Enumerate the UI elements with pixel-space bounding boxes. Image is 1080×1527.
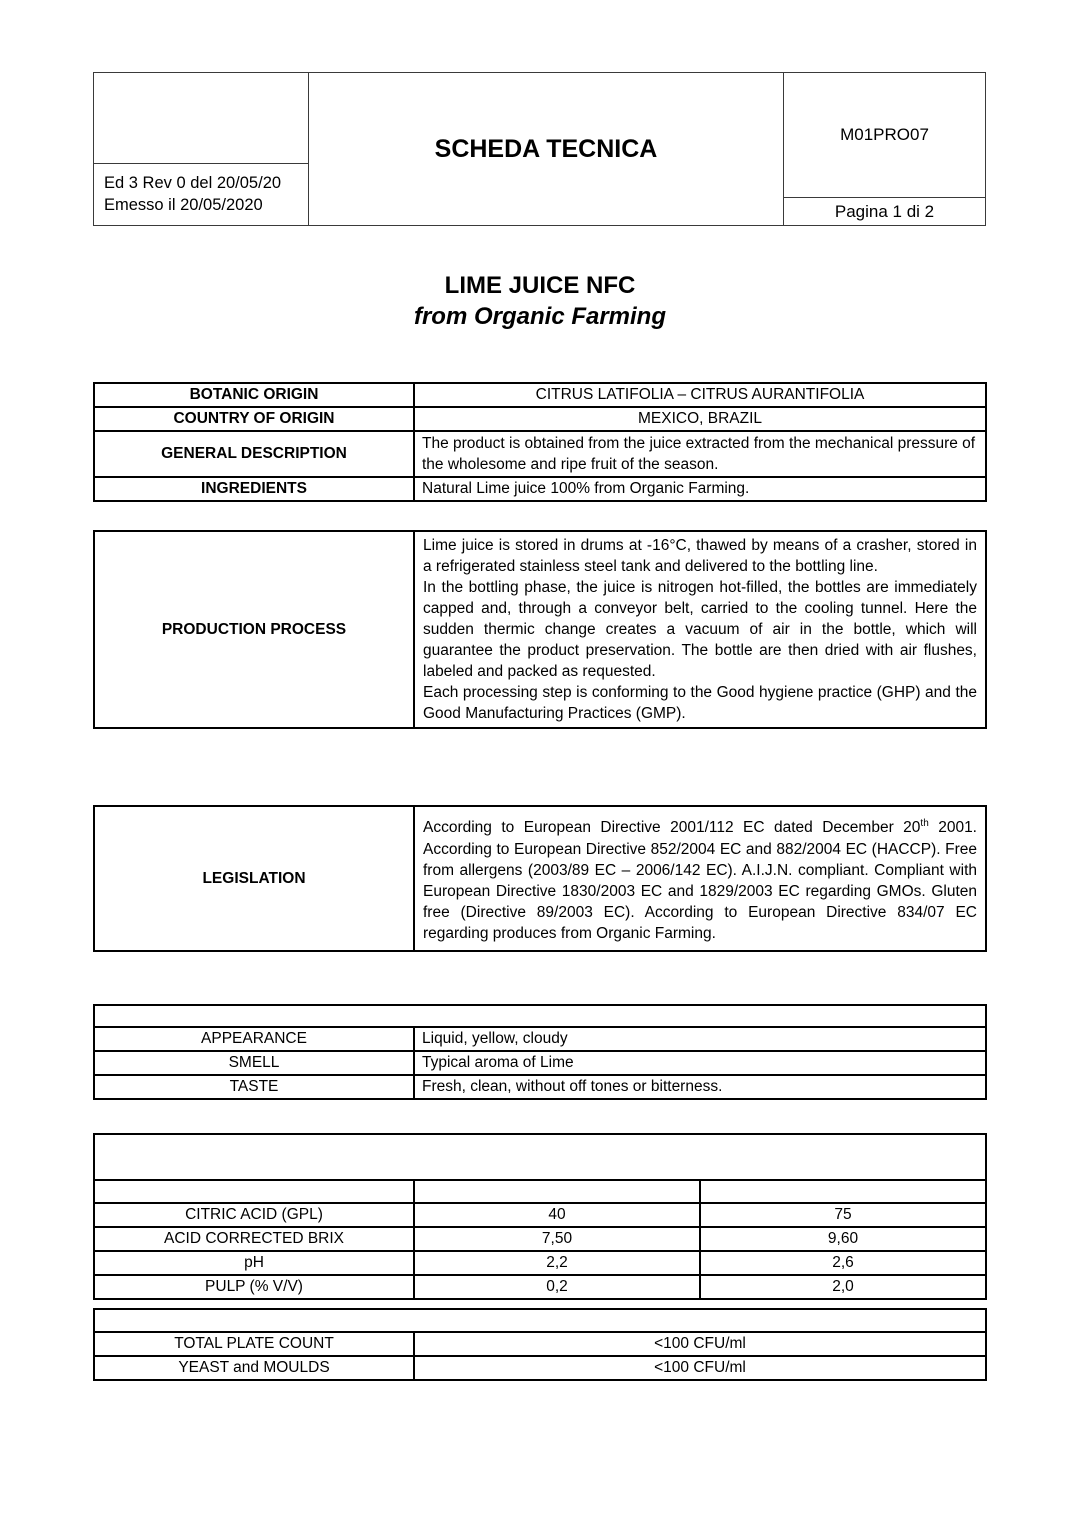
empty-header-cell [94,1180,414,1203]
min-value: 7,50 [414,1227,700,1251]
table-row [94,1051,986,1075]
table-row [94,531,986,728]
legislation-text: 2001. According to European Directive 852/2004 EC and 882/2004 EC (HACCP). Free from allergens (2003/89 EC – 2006/142 EC). A.I.J.N. compliant. Compliant with European Directive 1830/2003 EC and 1829/2003 EC regarding GMOs. Gluten free (Directive 89/2003 EC). According to European Directive 834/07 EC regarding produces from Organic Farming. [423,819,977,942]
min-column-header: Min [414,1180,700,1203]
min-value: 2,2 [414,1251,700,1275]
product-subtitle: from Organic Farming [413,303,667,330]
table-row [94,477,986,501]
product-title-block [0,272,1080,331]
section-text [414,806,986,951]
header-empty-cell [94,73,309,164]
document-code: M01PRO07 [784,73,986,198]
row-label: PULP (% V/V) [94,1275,414,1299]
page-number: Pagina 1 di 2 [784,198,986,226]
row-value: MEXICO, BRAZIL [414,407,986,431]
paragraph: In the bottling phase, the juice is nitrogen hot-filled, the bottles are immediately capped and, through a conveyor belt, carried to the cooling tunnel. Here the sudden thermic change creates a vacuum of air in the bottle, which will guarantee the product preservation. The bottle are then dried with air flushes, labeled and packed as requested. [423,579,977,680]
table-header-row [94,1134,986,1180]
table-row [94,1275,986,1299]
organoleptic-table [93,1004,987,1100]
max-value: 9,60 [700,1227,986,1251]
production-process-table [93,530,987,729]
table-row [94,806,986,951]
row-label: ACID CORRECTED BRIX [94,1227,414,1251]
row-label: APPEARANCE [94,1027,414,1051]
revision-line: Ed 3 Rev 0 del 20/05/20 [104,174,282,193]
table-row [94,1332,986,1356]
column-header-row [94,1180,986,1203]
max-value: 2,0 [700,1275,986,1299]
row-label: TOTAL PLATE COUNT [94,1332,414,1356]
paragraph: Lime juice is stored in drums at -16°C, thawed by means of a crasher, stored in a refrigerated stainless steel tank and delivered to the bottling line. [423,537,977,575]
row-label: TASTE [94,1075,414,1099]
ordinal-superscript: th [920,818,929,830]
max-value: 75 [700,1203,986,1227]
table-row [94,1203,986,1227]
row-value: Natural Lime juice 100% from Organic Farming. [414,477,986,501]
row-value: Fresh, clean, without off tones or bitterness. [414,1075,986,1099]
section-title: MICROBIOLOGICAL PARAMETERS [94,1309,986,1332]
min-value: 40 [414,1203,700,1227]
max-column-header: Max [700,1180,986,1203]
row-value: Liquid, yellow, cloudy [414,1027,986,1051]
row-value: <100 CFU/ml [414,1356,986,1380]
row-label: INGREDIENTS [94,477,414,501]
row-value: CITRUS LATIFOLIA – CITRUS AURANTIFOLIA [414,383,986,407]
row-label: pH [94,1251,414,1275]
row-label: BOTANIC ORIGIN [94,383,414,407]
table-header-row [94,1005,986,1027]
microbiological-table [93,1308,987,1381]
min-value: 0,2 [414,1275,700,1299]
table-row [94,1075,986,1099]
row-label: YEAST and MOULDS [94,1356,414,1380]
origin-table [93,382,987,502]
revision-cell [94,164,309,226]
section-label: LEGISLATION [94,806,414,951]
issue-line: Emesso il 20/05/2020 [104,195,263,214]
legislation-table [93,805,987,952]
document-header-table [93,72,986,226]
document-title: SCHEDA TECNICA [309,73,784,226]
row-label: SMELL [94,1051,414,1075]
section-text [414,531,986,728]
section-title: ANALITICAL PARAMETERS [94,1134,986,1180]
section-label: PRODUCTION PROCESS [94,531,414,728]
table-row [94,1356,986,1380]
max-value: 2,6 [700,1251,986,1275]
analytical-table [93,1133,987,1300]
table-header-row [94,1309,986,1332]
row-label: CITRIC ACID (GPL) [94,1203,414,1227]
table-row [94,431,986,477]
row-value: <100 CFU/ml [414,1332,986,1356]
legislation-text: According to European Directive 2001/112 EC dated December 20 [423,819,921,837]
row-value: Typical aroma of Lime [414,1051,986,1075]
table-row [94,383,986,407]
table-row [94,407,986,431]
table-row [94,1251,986,1275]
table-row [94,1227,986,1251]
section-title: ORGANOLEPTIC PARAMETERS [94,1005,986,1027]
row-label: GENERAL DESCRIPTION [94,431,414,477]
row-label: COUNTRY OF ORIGIN [94,407,414,431]
table-row [94,1027,986,1051]
row-value: The product is obtained from the juice extracted from the mechanical pressure of the wholesome and ripe fruit of the season. [414,431,986,477]
paragraph: Each processing step is conforming to the Good hygiene practice (GHP) and the Good Manufacturing Practices (GMP). [423,684,977,722]
product-name: LIME JUICE NFC [444,272,636,299]
